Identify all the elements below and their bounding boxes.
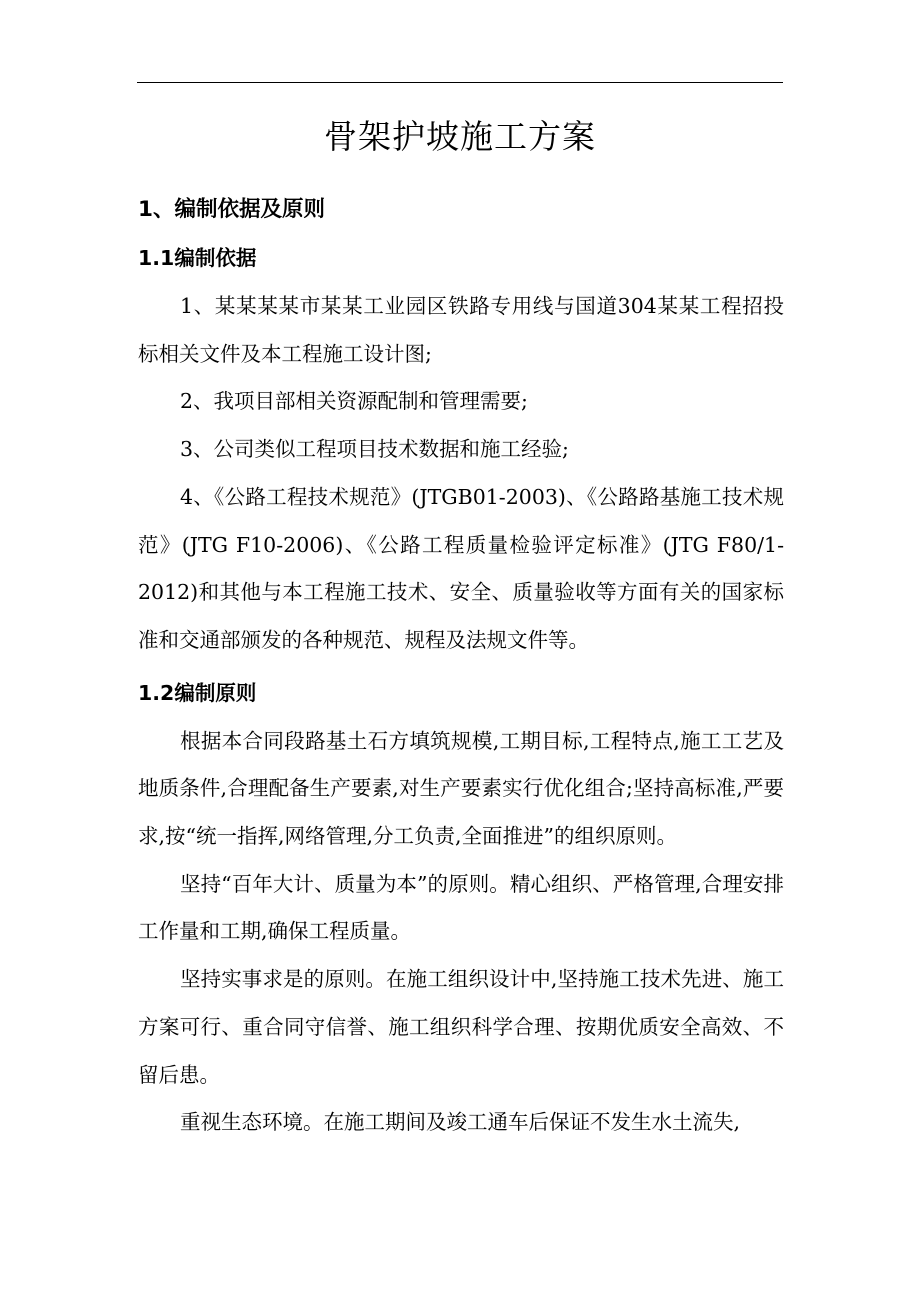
subsection-heading-1-1: 1.1编制依据 bbox=[138, 246, 257, 270]
document-title: 骨架护坡施工方案 bbox=[324, 117, 596, 156]
subsection-heading-1-2: 1.2编制原则 bbox=[138, 680, 257, 705]
paragraph: 2、我项目部相关资源配制和管理需要; bbox=[180, 389, 528, 414]
header-rule bbox=[137, 82, 783, 83]
paragraph: 重视生态环境。在施工期间及竣工通车后保证不发生水土流失, bbox=[180, 1110, 741, 1135]
document-body bbox=[138, 190, 784, 1147]
paragraph: 3、公司类似工程项目技术数据和施工经验; bbox=[180, 437, 569, 462]
paragraph: 1、某某某某市某某工业园区铁路专用线与国道304某某工程招投标相关文件及本工程施工设计图; bbox=[138, 294, 784, 366]
section-heading-1: 1、编制依据及原则 bbox=[138, 197, 325, 222]
paragraph: 坚持实事求是的原则。在施工组织设计中,坚持施工技术先进、施工方案可行、重合同守信誉、施工组织科学合理、按期优质安全高效、不留后患。 bbox=[138, 967, 784, 1087]
paragraph: 根据本合同段路基土石方填筑规模,工期目标,工程特点,施工工艺及地质条件,合理配备生产要素,对生产要素实行优化组合;坚持高标准,严要求,按“统一指挥,网络管理,分工负责,全面推进”的组织原则。 bbox=[138, 728, 784, 849]
paragraph: 坚持“百年大计、质量为本”的原则。精心组织、严格管理,合理安排工作量和工期,确保工程质量。 bbox=[138, 871, 784, 944]
paragraph: 4、《公路工程技术规范》(JTGB01-2003)、《公路路基施工技术规范》(JTG F10-2006)、《公路工程质量检验评定标准》(JTG F80/1-2012)和其他与本工程施工技术、安全、质量验收等方面有关的国家标准和交通部颁发的各种规范、规程及法规文件等。 bbox=[138, 484, 784, 652]
